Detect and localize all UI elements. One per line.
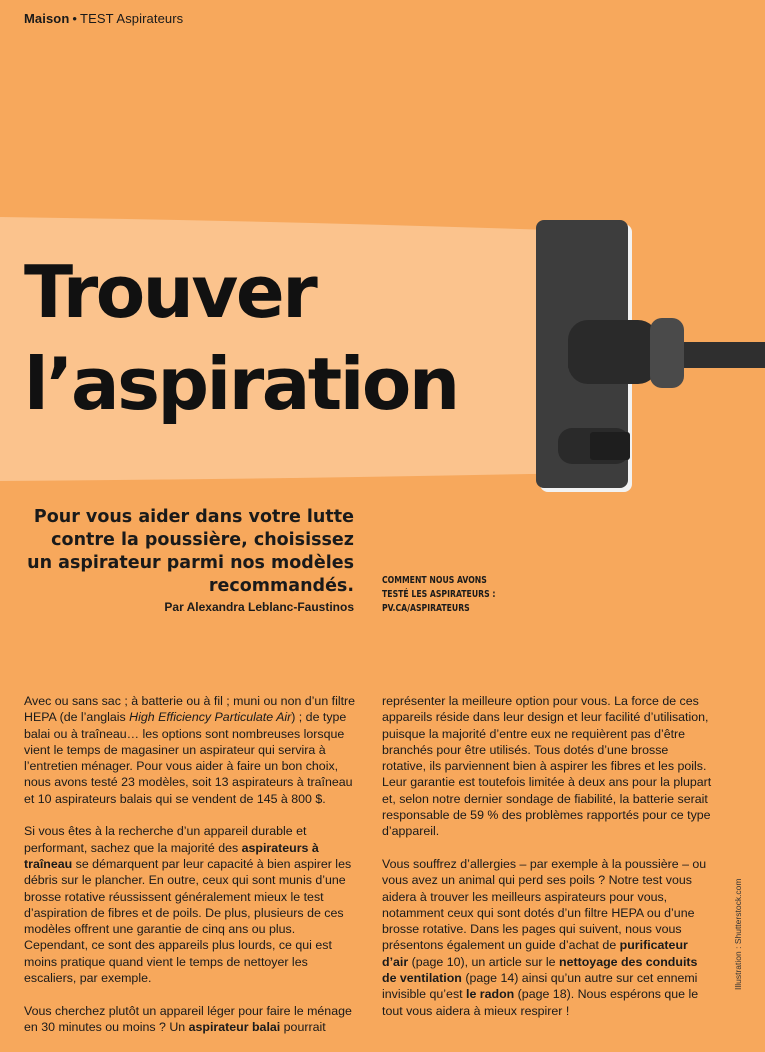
title-line-1: Trouver	[24, 250, 316, 334]
body-paragraph-1: Avec ou sans sac ; à batterie ou à fil ; muni ou non d’un filtre HEPA (de l’anglais High Efficiency Particulate Air) ; de type balai ou à traîneau… les options sont nombreuses lorsque vient le temps de magasiner un aspirateur qui servira à l’entretien ménager. Pour vous aider à faire un bon choix, nous avons testé 23 modèles, soit 13 aspirateurs à traîneau et 10 aspirateurs balais qui se vendent de 145 à 800 $.	[24, 694, 356, 806]
test-method-link[interactable]: PV.CA/ASPIRATEURS	[382, 603, 470, 614]
title-line-2: l’aspiration	[24, 342, 458, 426]
body-column-1	[24, 693, 356, 1052]
vacuum-head-illustration	[528, 214, 765, 496]
article-title	[24, 246, 458, 430]
section-subtitle: TEST Aspirateurs	[80, 11, 184, 26]
test-method-box	[382, 574, 495, 616]
lead-paragraph: Pour vous aider dans votre lutte contre la poussière, choisissez un aspirateur parmi nos modèles recommandés.	[27, 507, 354, 596]
header-separator: •	[72, 11, 78, 26]
test-method-line-1: COMMENT NOUS AVONS	[382, 575, 487, 586]
body-paragraph-2: Si vous êtes à la recherche d’un appareil durable et performant, sachez que la majorité des aspirateurs à traîneau se démarquent par leur capacité à bien aspirer les débris sur le plancher. En outre, ceux qui sont munis d’une brosse rotative réussissent généralement mieux le test d’aspiration de fibres et de poils. De plus, plusieurs de ces modèles offrent une garantie de cinq ans ou plus. Cependant, ce sont des appareils plus lourds, ce qui est moins pratique quand vient le temps de nettoyer les escaliers, par exemple.	[24, 824, 352, 986]
body-paragraph-5: Vous souffrez d’allergies – par exemple à la poussière – ou vous avez un animal qui perd ses poils ? Notre test vous aidera à trouver les meilleurs aspirateurs pour vous, notamment ceux qui sont dotés d’un filtre HEPA ou d’une brosse rotative. Dans les pages qui suivent, nous vous présentons également un guide d’achat de purificateur d’air (page 10), un article sur le nettoyage des conduits de ventilation (page 14) ainsi qu’un autre sur cet ennemi invisible qu’est le radon (page 18). Nous espérons que le tout vous aidera à mieux respirer !	[382, 856, 707, 1018]
byline: Par Alexandra Leblanc-Faustinos	[164, 600, 354, 614]
section-header	[24, 11, 183, 26]
body-paragraph-4: représenter la meilleure option pour vous. La force de ces appareils réside dans leur design et leur facilité d’utilisation, puisque la majorité d’entre eux ne requièrent pas d’être branchés pour être utilisés. Tous dotés d’une brosse rotative, ils parviennent bien à aspirer les fibres et les poils. Leur garantie est toutefois limitée à deux ans pour la plupart et, selon notre dernier sondage de fiabilité, la batterie serait responsable de 59 % des problèmes rapportés pour ce type d’appareil.	[382, 694, 712, 839]
test-method-line-2: TESTÉ LES ASPIRATEURS :	[382, 589, 496, 600]
body-paragraph-3: Vous cherchez plutôt un appareil léger pour faire le ménage en 30 minutes ou moins ? Un aspirateur balai pourrait	[24, 1003, 352, 1034]
illustration-credit: Illustration : Shutterstock.com	[733, 878, 743, 990]
body-column-2	[382, 693, 714, 1035]
section-name: Maison	[24, 11, 70, 26]
